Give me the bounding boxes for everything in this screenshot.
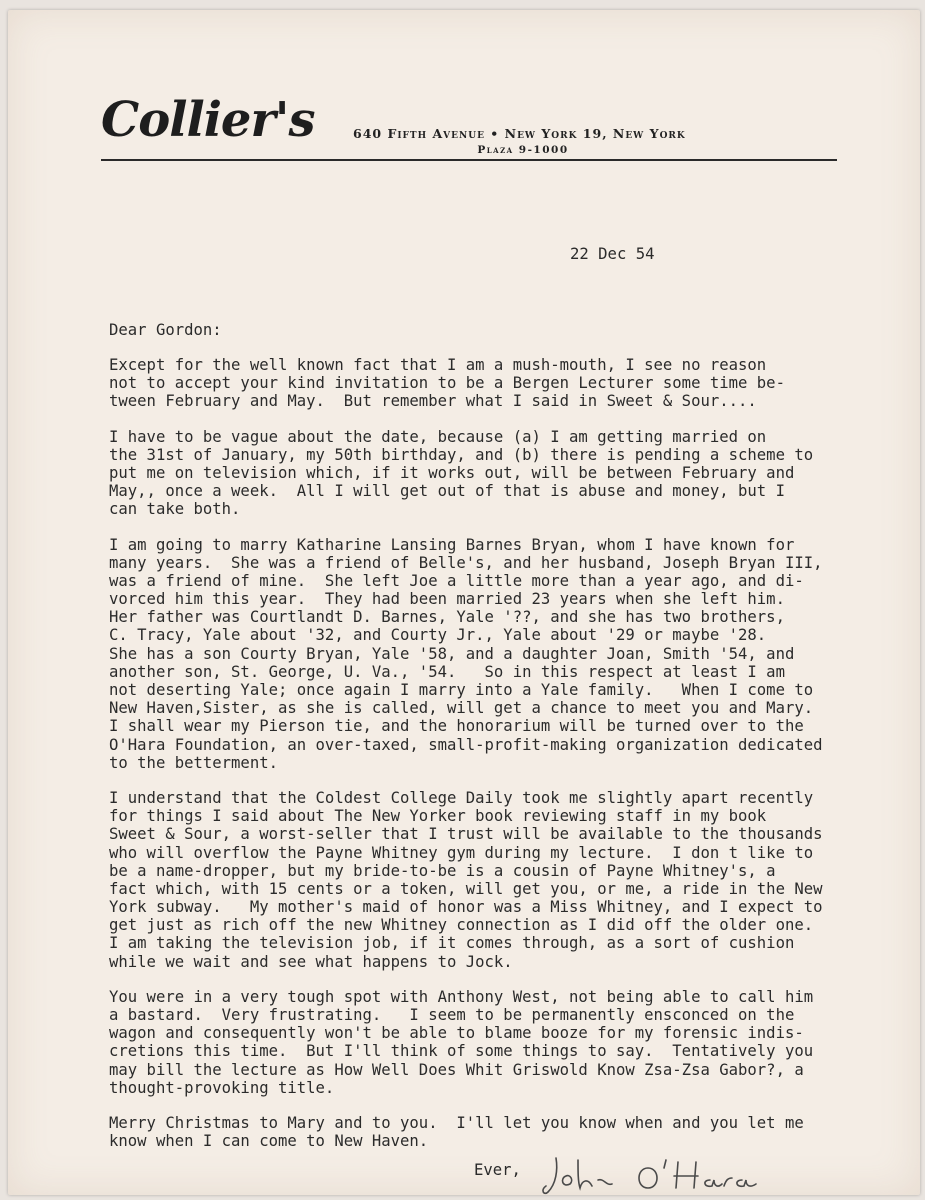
typed-line: not to accept your kind invitation to be a Bergen Lecturer some time be-: [109, 374, 785, 393]
typed-line: may bill the lecture as How Well Does Whit Griswold Know Zsa-Zsa Gabor?, a: [109, 1060, 804, 1079]
typed-line: York subway. My mother's maid of honor was a Miss Whitney, and I expect to: [109, 898, 823, 917]
letterhead-divider: [101, 159, 837, 161]
typed-line: You were in a very tough spot with Anthony West, not being able to call him: [109, 987, 814, 1006]
typed-line: Sweet & Sour, a worst-seller that I trust will be available to the thousands: [109, 825, 823, 844]
typed-line: wagon and consequently won't be able to blame booze for my forensic indis-: [109, 1024, 804, 1043]
typed-line: the 31st of January, my 50th birthday, and (b) there is pending a scheme to: [109, 445, 814, 464]
letter-body: [109, 356, 925, 1167]
letter-paragraph: [109, 356, 925, 411]
typed-line: to the betterment.: [109, 753, 278, 772]
typed-line: was a friend of mine. She left Joe a little more than a year ago, and di-: [109, 571, 804, 590]
handwritten-signature: [538, 1150, 788, 1200]
typed-line: thought-provoking title.: [109, 1078, 335, 1097]
typed-line: C. Tracy, Yale about '32, and Courty Jr., Yale about '29 or maybe '28.: [109, 626, 767, 645]
typed-line: get just as rich off the new Whitney connection as I did off the older one.: [109, 916, 814, 935]
typed-line: who will overflow the Payne Whitney gym during my lecture. I don t like to: [109, 843, 814, 862]
letter-paragraph: [109, 789, 925, 971]
typed-line: May,, once a week. All I will get out of that is abuse and money, but I: [109, 482, 785, 501]
typed-line: many years. She was a friend of Belle's, and her husband, Joseph Bryan III,: [109, 553, 823, 572]
typed-line: I understand that the Coldest College Daily took me slightly apart recently: [109, 788, 814, 807]
typed-line: another son, St. George, U. Va., '54. So in this respect at least I am: [109, 662, 785, 681]
letter-paragraph: [109, 1114, 925, 1150]
typed-line: while we wait and see what happens to Jock.: [109, 952, 513, 971]
typed-line: know when I can come to New Haven.: [109, 1132, 429, 1151]
typed-line: vorced him this year. They had been married 23 years when she left him.: [109, 590, 785, 609]
letterhead-address: 640 Fifth Avenue • New York 19, New York: [353, 126, 686, 141]
letter-paragraph: [109, 536, 925, 772]
typed-line: Except for the well known fact that I am a mush-mouth, I see no reason: [109, 356, 767, 374]
typed-line: a bastard. Very frustrating. I seem to be permanently ensconced on the: [109, 1006, 795, 1024]
typed-line: I am going to marry Katharine Lansing Barnes Bryan, whom I have known for: [109, 535, 795, 554]
typed-line: Her father was Courtlandt D. Barnes, Yale '??, and she has two brothers,: [109, 608, 785, 627]
typed-line: put me on television which, if it works out, will be between February and: [109, 463, 795, 482]
letter-paragraph: [109, 988, 925, 1097]
typed-line: not deserting Yale; once again I marry into a Yale family. When I come to: [109, 681, 814, 699]
typed-line: O'Hara Foundation, an over-taxed, small-profit-making organization dedicated: [109, 735, 823, 754]
typed-line: fact which, with 15 cents or a token, will get you, or me, a ride in the New: [109, 879, 823, 898]
typed-line: She has a son Courty Bryan, Yale '58, and a daughter Joan, Smith '54, and: [109, 644, 795, 663]
typed-line: New Haven,Sister, as she is called, will get a chance to meet you and Mary.: [109, 699, 814, 718]
typed-line: for things I said about The New Yorker book reviewing staff in my book: [109, 807, 767, 826]
letter-salutation: Dear Gordon:: [109, 321, 222, 339]
typed-line: Merry Christmas to Mary and to you. I'll let you know when and you let me: [109, 1113, 804, 1132]
letterhead-phone: Plaza 9-1000: [477, 144, 569, 156]
letter-paragraph: [109, 428, 925, 519]
letterhead-logo: Collier's: [101, 92, 315, 148]
letter-date: 22 Dec 54: [570, 245, 655, 263]
letter-closing: Ever,: [474, 1161, 521, 1179]
letter-page: [8, 10, 920, 1195]
typed-line: I shall wear my Pierson tie, and the honorarium will be turned over to the: [109, 717, 804, 736]
typed-line: tween February and May. But remember what I said in Sweet & Sour....: [109, 392, 757, 411]
typed-line: I have to be vague about the date, because (a) I am getting married on: [109, 427, 767, 446]
typed-line: cretions this time. But I'll think of some things to say. Tentatively you: [109, 1042, 814, 1061]
typed-line: be a name-dropper, but my bride-to-be is a cousin of Payne Whitney's, a: [109, 861, 776, 880]
typed-line: can take both.: [109, 500, 241, 519]
typed-line: I am taking the television job, if it comes through, as a sort of cushion: [109, 934, 795, 953]
